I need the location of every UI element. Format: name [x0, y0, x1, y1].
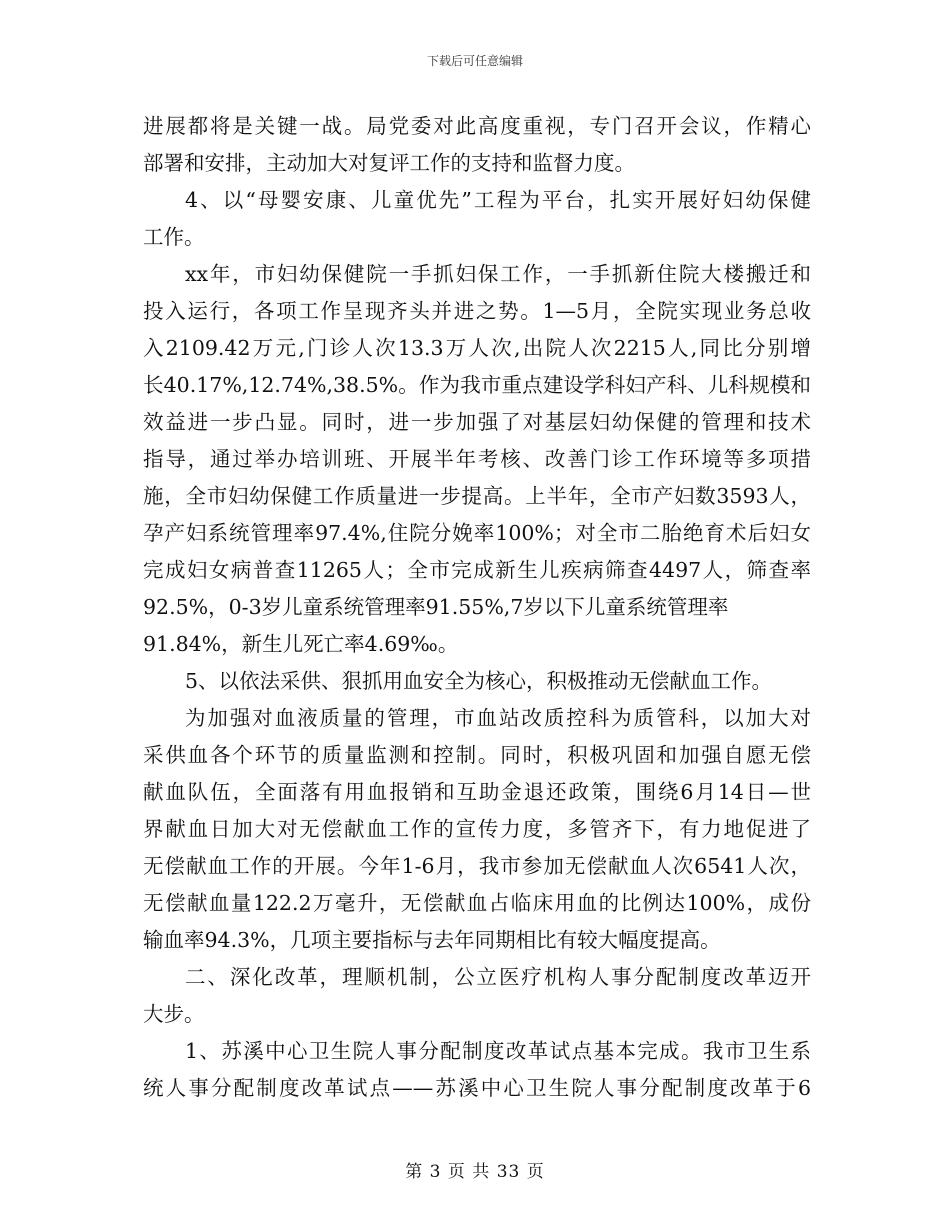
- text-line: 效益进一步凸显。同时，进一步加强了对基层妇幼保健的管理和技术: [143, 410, 811, 434]
- text-line: 无偿献血量122.2万毫升，无偿献血占临床用血的比例达100%，成份: [143, 891, 811, 915]
- page-header-note: 下载后可任意编辑: [426, 54, 523, 68]
- text-line: xx年，市妇幼保健院一手抓妇保工作，一手抓新住院大楼搬迁和: [185, 262, 811, 286]
- text-line: 入2109.42万元,门诊人次13.3万人次,出院人次2215人,同比分别增: [143, 336, 811, 360]
- text-line: 部署和安排，主动加大对复评工作的支持和监督力度。: [143, 151, 635, 175]
- text-line: 献血队伍，全面落有用血报销和互助金退还政策，围绕6月14日—世: [143, 780, 811, 804]
- text-line: 完成妇女病普查11265人；全市完成新生儿疾病筛查4497人，筛查率: [143, 558, 811, 582]
- text-line: 1、苏溪中心卫生院人事分配制度改革试点基本完成。我市卫生系: [185, 1039, 811, 1063]
- text-line: 输血率94.3%，几项主要指标与去年同期相比有较大幅度提高。: [143, 928, 721, 952]
- text-line: 二、深化改革，理顺机制，公立医疗机构人事分配制度改革迈开: [185, 965, 811, 989]
- text-line: 统人事分配制度改革试点——苏溪中心卫生院人事分配制度改革于6: [143, 1076, 811, 1100]
- text-line: 无偿献血工作的开展。今年1-6月，我市参加无偿献血人次6541人次，: [143, 854, 811, 878]
- text-line: 工作。: [143, 225, 205, 249]
- text-line: 为加强对血液质量的管理，市血站改质控科为质管科，以加大对: [185, 706, 811, 730]
- text-line: 孕产妇系统管理率97.4%,住院分娩率100%；对全市二胎绝育术后妇女: [143, 521, 811, 545]
- text-line: 采供血各个环节的质量监测和控制。同时，积极巩固和加强自愿无偿: [143, 743, 811, 767]
- text-line: 施，全市妇幼保健工作质量进一步提高。上半年，全市产妇数3593人，: [143, 484, 811, 508]
- text-line: 进展都将是关键一战。局党委对此高度重视，专门召开会议，作精心: [143, 114, 811, 138]
- document-body: [143, 108, 811, 1107]
- text-line: 92.5%，0-3岁儿童系统管理率91.55%,7岁以下儿童系统管理率: [143, 595, 729, 619]
- text-line: 长40.17%,12.74%,38.5%。作为我市重点建设学科妇产科、儿科规模和: [143, 373, 811, 397]
- text-line: 指导，通过举办培训班、开展半年考核、改善门诊工作环境等多项措: [143, 447, 811, 471]
- text-line: 投入运行，各项工作呈现齐头并进之势。1—5月，全院实现业务总收: [143, 299, 811, 323]
- text-line: 4、以“母婴安康、儿童优先”工程为平台，扎实开展好妇幼保健: [185, 188, 811, 212]
- text-line: 5、以依法采供、狠抓用血安全为核心，积极推动无偿献血工作。: [185, 669, 773, 693]
- text-line: 界献血日加大对无偿献血工作的宣传力度，多管齐下，有力地促进了: [143, 817, 811, 841]
- text-line: 大步。: [143, 1002, 205, 1026]
- page-number: 第 3 页 共 33 页: [405, 1162, 545, 1182]
- text-line: 91.84%，新生儿死亡率4.69‰。: [143, 632, 459, 656]
